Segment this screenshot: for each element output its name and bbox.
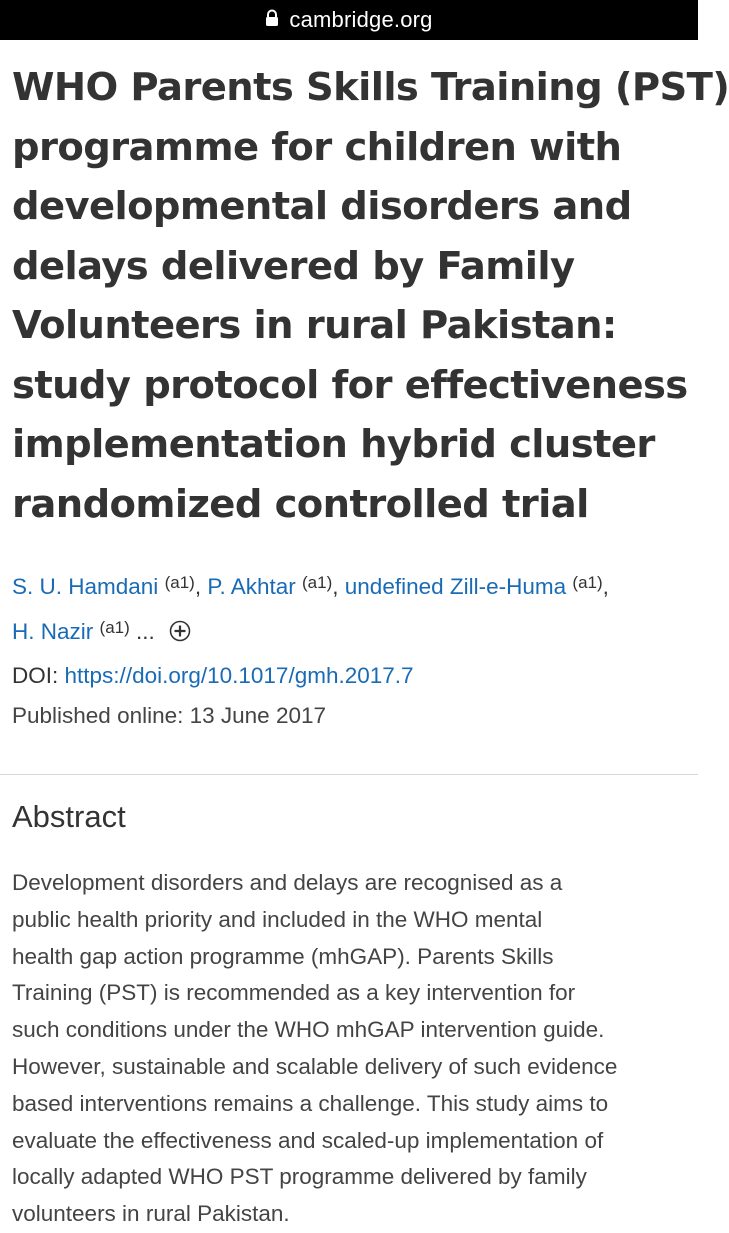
- doi-label: DOI:: [12, 663, 59, 688]
- abstract-line: public health priority and included in the WHO mental: [12, 906, 543, 932]
- author-link[interactable]: H. Nazir: [12, 619, 94, 644]
- title-line: randomized controlled trial: [12, 481, 589, 527]
- abstract-line: evaluate the effectiveness and scaled-up implementation of: [12, 1127, 604, 1153]
- abstract-line: However, sustainable and scalable delivery of such evidence: [12, 1053, 618, 1079]
- author-list: [12, 562, 686, 652]
- title-line: programme for children with: [12, 124, 622, 170]
- title-line: implementation hybrid cluster: [12, 422, 655, 467]
- url-text: cambridge.org: [289, 7, 433, 32]
- author-affiliation[interactable]: (a1): [572, 573, 603, 592]
- author-affiliation[interactable]: (a1): [164, 573, 195, 592]
- title-line: Volunteers in rural Pakistan:: [12, 303, 617, 348]
- abstract-line: Training (PST) is recommended as a key intervention for: [12, 980, 576, 1006]
- author-affiliation[interactable]: (a1): [99, 618, 130, 637]
- author-line: [12, 562, 686, 607]
- author-separator: ,: [332, 574, 339, 599]
- plus-circle-icon[interactable]: [169, 614, 191, 636]
- section-divider: [0, 774, 698, 775]
- abstract-text: [12, 865, 686, 1233]
- article-title: [12, 58, 729, 534]
- title-line: WHO Parents Skills Training (PST): [12, 65, 729, 110]
- author-link[interactable]: P. Akhtar: [207, 574, 296, 599]
- abstract-heading: Abstract: [12, 799, 126, 834]
- author-line: [12, 607, 686, 652]
- article-page: [0, 58, 729, 1233]
- abstract-line: health gap action programme (mhGAP). Parents Skills: [12, 943, 554, 969]
- published-date: Published online: 13 June 2017: [12, 703, 327, 728]
- author-link[interactable]: S. U. Hamdani: [12, 574, 159, 599]
- abstract-line: Development disorders and delays are recognised as a: [12, 870, 563, 895]
- title-line: study protocol for effectiveness: [12, 362, 688, 408]
- title-line: delays delivered by Family: [12, 243, 575, 289]
- author-separator: ,: [194, 574, 202, 599]
- author-link[interactable]: undefined Zill-e-Huma: [344, 574, 567, 599]
- authors-more: ...: [136, 619, 155, 644]
- author-separator: ,: [602, 574, 609, 599]
- title-line: developmental disorders and: [12, 184, 632, 229]
- doi-link[interactable]: https://doi.org/10.1017/gmh.2017.7: [64, 663, 414, 688]
- author-affiliation[interactable]: (a1): [302, 573, 333, 592]
- lock-icon: [265, 7, 279, 33]
- abstract-line: such conditions under the WHO mhGAP intervention guide.: [12, 1017, 605, 1043]
- browser-url-bar[interactable]: [0, 0, 698, 40]
- abstract-line: volunteers in rural Pakistan.: [12, 1201, 290, 1227]
- abstract-line: locally adapted WHO PST programme delivered by family: [12, 1164, 587, 1190]
- doi-row: [12, 656, 686, 696]
- abstract-line: based interventions remains a challenge. This study aims to: [12, 1090, 609, 1116]
